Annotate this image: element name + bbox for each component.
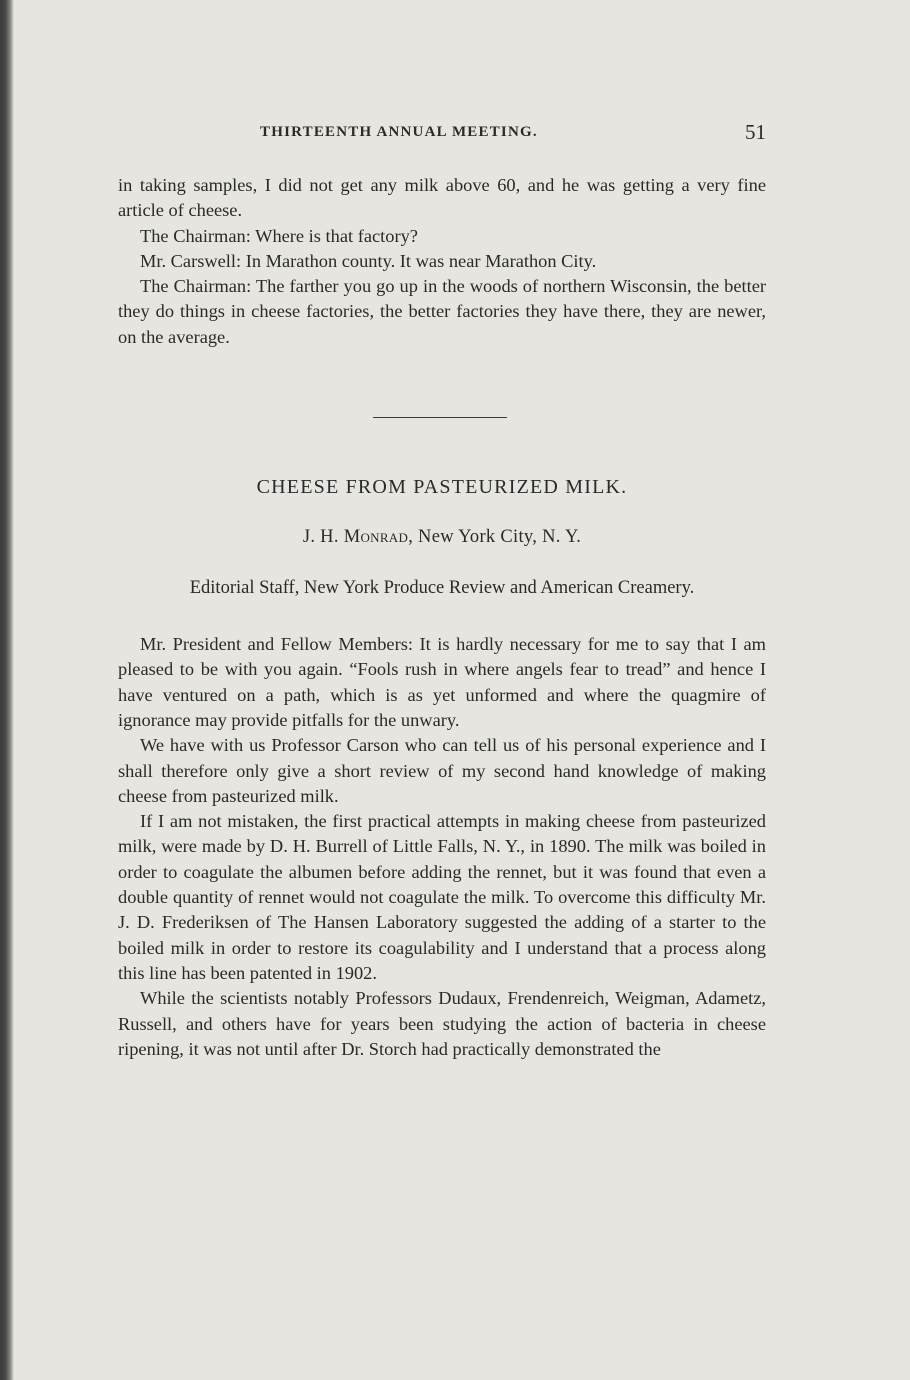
continued-discussion (118, 173, 766, 350)
paragraph: Mr. Carswell: In Marathon county. It was near Marathon City. (140, 250, 597, 271)
paragraph: We have with us Professor Carson who can tell us of his personal experience and I shall therefore only give a short review of my second hand knowledge of making cheese from pasteurized milk. (118, 735, 766, 806)
paragraph: The Chairman: The farther you go up in the woods of northern Wisconsin, the better they do things in cheese factories, the better factories they have there, they are newer, on the average. (118, 276, 766, 347)
author-name: Monrad (343, 527, 409, 548)
paragraph: in taking samples, I did not get any milk above 60, and he was getting a very fine article of cheese. (118, 175, 766, 221)
book-spine-shadow (0, 0, 14, 1380)
author-initials: J. H. (302, 527, 344, 548)
paragraph: If I am not mistaken, the first practical attempts in making cheese from pasteurized milk, were made by D. H. Burrell of Little Falls, N. Y., in 1890. The milk was boiled in order to coagulate the albumen before adding the rennet, but it was found that even a double quantity of rennet would not coagulate the milk. To overcome this difficulty Mr. J. D. Frederiksen of The Hansen Laboratory suggested the adding of a starter to the boiled milk in order to restore its coagulability and I understand that a process along this line has been patented in 1902. (118, 811, 766, 983)
article-title: CHEESE FROM PASTEURIZED MILK. (256, 476, 628, 499)
author-affiliation: Editorial Staff, New York Produce Review and American Creamery. (189, 578, 695, 599)
article-author (118, 527, 766, 548)
running-head-title: THIRTEENTH ANNUAL MEETING. (260, 124, 538, 140)
paragraph: The Chairman: Where is that factory? (140, 225, 418, 246)
paragraph: While the scientists notably Professors Dudaux, Frendenreich, Weigman, Adametz, Russell, and others have for years been studying the action of bacteria in cheese ripening, it was not until after Dr. Storch had practically demonstrated the (118, 988, 766, 1059)
paragraph: Mr. President and Fellow Members: It is hardly necessary for me to say that I am pleased to be with you again. “Fools rush in where angels fear to tread” and hence I have ventured on a path, which is as yet unformed and where the quagmire of ignorance may provide pitfalls for the unwary. (118, 634, 766, 730)
running-head (118, 118, 766, 148)
article-body (118, 632, 766, 1062)
author-location: , New York City, N. Y. (408, 527, 582, 548)
book-page (118, 118, 766, 1062)
page-number: 51 (745, 120, 766, 144)
section-divider (373, 417, 507, 418)
